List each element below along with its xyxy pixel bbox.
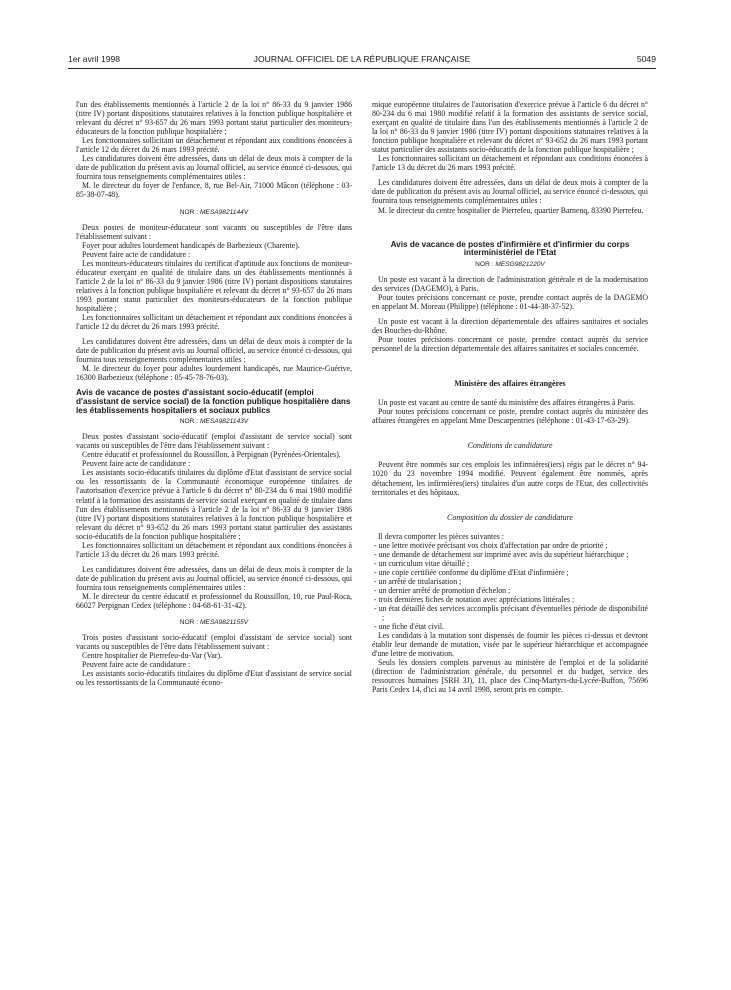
list-item: - un dernier arrêté de promotion d'échelon ; — [374, 585, 511, 595]
list-item: - une fiche d'état civil. — [374, 622, 445, 632]
paragraph: Peuvent faire acte de candidature : — [82, 459, 191, 469]
paragraph: Les moniteurs-éducateurs titulaires du certificat d'aptitude aux fonctions de moniteur-éducateur exerçant en qualité de titulaire dans un des établissements mentionnés à l'article 2 de la loi n° 86-33 du 9 janvier 1986 (titre IV) portant dispositions statutaires relatives à la fonction publique hospitalière et relevant du décret n° 93-657 du 26 mars 1993 portant statut particulier des moniteurs-éducateurs de la fonction publique hospitalière ; — [76, 258, 352, 313]
paragraph: M. le directeur du centre hospitalier de Pierrefeu, quartier Barnenq, 83390 Pierrefeu. — [378, 205, 644, 215]
nor-reference: NOR : MESA9821155V — [179, 619, 249, 627]
nor-reference: NOR : MESA9821143V — [179, 418, 249, 426]
notice-title: Avis de vacance de postes d'infirmière et d'infirmier du corps interministériel de l'Etat — [390, 239, 630, 258]
paragraph: Pour toutes précisions concernant ce poste, prendre contact auprès du service personnel de la direction départementale des affaires sanitaires et sociales concernée. — [372, 335, 648, 354]
paragraph: Seuls les dossiers complets parvenus au ministère de l'emploi et de la solidarité (direction de l'administration générale, du personnel et du budget, service des ressources humaines [SRH 3J), 11, place des Cinq-Martyrs-du-Lycée-Buffon, 75696 Paris Cedex 14, d'ici au 14 avril 1998, seront pris en compte. — [372, 658, 648, 695]
paragraph: Les assistants socio-éducatifs titulaires du diplôme d'Etat d'assistant de service social ou les ressortissants de la Communauté économique européenne titulaires de l'autorisation d'exercice prévue à l'article 6 du décret n° 80-234 du 6 mai 1980 modifié relatif à la formation des assistants de service social exerçant en qualité de titulaire dans l'un des établissements mentionnés à l'article 2 de la loi n° 86-33 du 9 janvier 1986 (titre IV) portant dispositions statutaires relatives à la fonction publique hospitalière et relevant du décret n° 93-652 du 26 mars 1993 portant statut particulier des assistants socio-éducatifs de la fonction publique hospitalière ; — [76, 468, 352, 541]
page-number: 5049 — [636, 54, 656, 64]
list-item: - un arrêté de titularisation ; — [374, 576, 462, 586]
paragraph: M. le directeur du centre éducatif et professionnel du Roussillon, 10, rue Paul-Roca, 66027 Perpignan Cedex (téléphone : 04-68-61-31-42). — [76, 591, 352, 611]
notice-title: Avis de vacance de postes d'assistant socio-éducatif (emploi d'assistant de service social) de la fonction publique hospitalière dans les établissements hospitaliers et sociaux publics — [76, 388, 351, 415]
paragraph: Les fonctionnaires sollicitant un détachement et répondant aux conditions énoncées à l'article 13 du décret du 26 mars 1993 précité. — [76, 540, 352, 559]
paragraph: Peuvent faire acte de candidature : — [82, 660, 191, 670]
header-rule — [68, 68, 656, 69]
paragraph: M. le directeur du foyer pour adultes lourdement handicapés, rue Maurice-Guérive, 16300 Barbezieux (téléphone : 05-45-78-76-03). — [76, 364, 352, 383]
list-item: - une copie certifiée conforme du diplôme d'Etat d'infirmière ; — [374, 567, 569, 577]
right-column — [372, 100, 648, 694]
left-column — [76, 100, 352, 687]
paragraph: l'un des établissements mentionnés à l'article 2 de la loi n° 86-33 du 9 janvier 1986 (titre IV) portant dispositions statutaires relatives à la fonction publique hospitalière et relevant du décret n° 93-657 du 26 mars 1993 portant statut particulier des moniteurs-éducateurs de la fonction publique hospitalière ; — [76, 100, 352, 137]
paragraph: Les fonctionnaires sollicitant un détachement et répondant aux conditions énoncées à l'article 12 du décret du 26 mars 1993 précité. — [76, 313, 352, 332]
nor-reference: NOR : MESG9821220V — [475, 260, 545, 268]
journal-title: JOURNAL OFFICIEL DE LA RÉPUBLIQUE FRANÇAISE — [253, 54, 471, 64]
paragraph: Un poste est vacant au centre de santé du ministère des affaires étrangères à Paris. — [378, 398, 636, 408]
ministry-heading: Ministère des affaires étrangères — [454, 379, 566, 389]
paragraph: Trois postes d'assistant socio-éducatif (emploi d'assistant de service social) sont vacants ou susceptibles de l'être dans l'établissement suivant : — [76, 633, 352, 652]
paragraph: Il devra comporter les pièces suivantes : — [378, 531, 504, 541]
paragraph: Les candidatures doivent être adressées, dans un délai de deux mois à compter de la date de publication du présent avis au Journal officiel, au service énoncé ci-dessous, qui fournira tous renseignements complémentaires utiles : — [76, 337, 352, 365]
paragraph: Les assistants socio-éducatifs titulaires du diplôme d'Etat d'assistant de service social ou les ressortissants de la Communauté écono- — [76, 669, 352, 688]
paragraph: Peuvent faire acte de candidature : — [82, 249, 191, 259]
paragraph: Foyer pour adultes lourdement handicapés de Barbezieux (Charente). — [82, 240, 300, 250]
required-documents-list — [372, 541, 648, 631]
paragraph: Les candidats à la mutation sont dispensés de fournir les pièces ci-dessus et devront établir leur demande de mutation, visée par le supérieur hiérarchique et accompagnée d'une lettre de motivation. — [372, 631, 648, 659]
section-subheading: Composition du dossier de candidature — [447, 512, 573, 522]
paragraph: mique européenne titulaires de l'autorisation d'exercice prévue à l'article 6 du décret n° 80-234 du 6 mai 1980 modifié relatif à la formation des assistants de service social, exerçant en qualité de titulaire dans l'un des établissements mentionnés à l'article 2 de la loi n° 86-33 du 9 janvier 1986 (titre IV) portant dispositions statutaires relatives à la fonction publique hospitalière et relevant du décret n° 93-652 du 26 mars 1993 portant statut particulier des assistants socio-éducatifs de la fonction publique hospitalière ; — [372, 100, 648, 155]
list-item: - une demande de détachement sur imprimé avec avis du supérieur hiérarchique ; — [374, 549, 629, 559]
nor-reference: NOR : MESA9821144V — [179, 208, 249, 216]
paragraph: Centre hospitalier de Pierrefeu-du-Var (Var). — [82, 651, 223, 661]
paragraph: Les candidatures doivent être adressées, dans un délai de deux mois à compter de la date de publication du présent avis au Journal officiel, au service énoncé ci-dessous, qui fournira tous renseignements complémentaires utiles : — [372, 178, 648, 206]
paragraph: Centre éducatif et professionnel du Roussillon, à Perpignan (Pyrénées-Orientales). — [82, 450, 341, 460]
list-item: - un état détaillé des services accomplis précisant d'éventuelles période de disponibilité ; — [374, 604, 648, 623]
paragraph: Un poste est vacant à la direction départementale des affaires sanitaires et sociales des Bouches-du-Rhône. — [372, 316, 648, 336]
list-item: - un curriculum vitae détaillé ; — [374, 558, 470, 568]
page-header — [68, 54, 656, 68]
section-subheading: Conditions de candidature — [467, 441, 553, 451]
list-item: - trois dernières fiches de notation avec appréciations littérales ; — [374, 594, 575, 604]
list-item: - une lettre motivée précisant vos choix d'affectation par ordre de priorité ; — [374, 540, 608, 550]
paragraph: Deux postes d'assistant socio-éducatif (emploi d'assistant de service social) sont vacants ou susceptibles de l'être dans l'établissement suivant : — [76, 432, 352, 451]
paragraph: Peuvent être nommés sur ces emplois les infirmières(iers) régis par le décret n° 94-1020 du 23 novembre 1994 modifié. Peuvent également être nommés, après détachement, les infirmières(iers) titulaires d'un autre corps de l'Etat, des collectivités territoriales et des hôpitaux. — [372, 460, 648, 497]
paragraph: Deux postes de moniteur-éducateur sont vacants ou susceptibles de l'être dans l'établissement suivant : — [76, 222, 352, 241]
paragraph: Les fonctionnaires sollicitant un détachement et répondant aux conditions énoncées à l'article 12 du décret du 26 mars 1993 précité. — [76, 136, 352, 155]
paragraph: Pour toutes précisions concernant ce poste, prendre contact auprès de la DAGEMO en appelant M. Moreau (Philippe) (téléphone : 01-44-38-37-52). — [372, 292, 648, 311]
paragraph: Les candidatures doivent être adressées, dans un délai de deux mois à compter de la date de publication du présent avis au Journal officiel, au service énoncé ci-dessous, qui fournira tous renseignements complémentaires utiles : — [76, 564, 352, 592]
paragraph: Pour toutes précisions concernant ce poste, prendre contact auprès du ministère des affaires étrangères en appelant Mme Descarpentries (téléphone : 01-43-17-63-29). — [372, 407, 648, 426]
issue-date: 1er avril 1998 — [68, 54, 121, 64]
paragraph: Un poste est vacant à la direction de l'administration générale et de la modernisation des services (DAGEMO), à Paris. — [372, 274, 648, 293]
paragraph: M. le directeur du foyer de l'enfance, 8, rue Bel-Air, 71000 Mâcon (téléphone : 03-85-38-07-48). — [76, 181, 352, 200]
paragraph: Les fonctionnaires sollicitant un détachement et répondant aux conditions énoncées à l'article 13 du décret du 26 mars 1993 précité. — [372, 154, 648, 173]
paragraph: Les candidatures doivent être adressées, dans un délai de deux mois à compter de la date de publication du présent avis au Journal officiel, au service énoncé ci-dessous, qui fournira tous renseignements complémentaires utiles : — [76, 154, 352, 182]
